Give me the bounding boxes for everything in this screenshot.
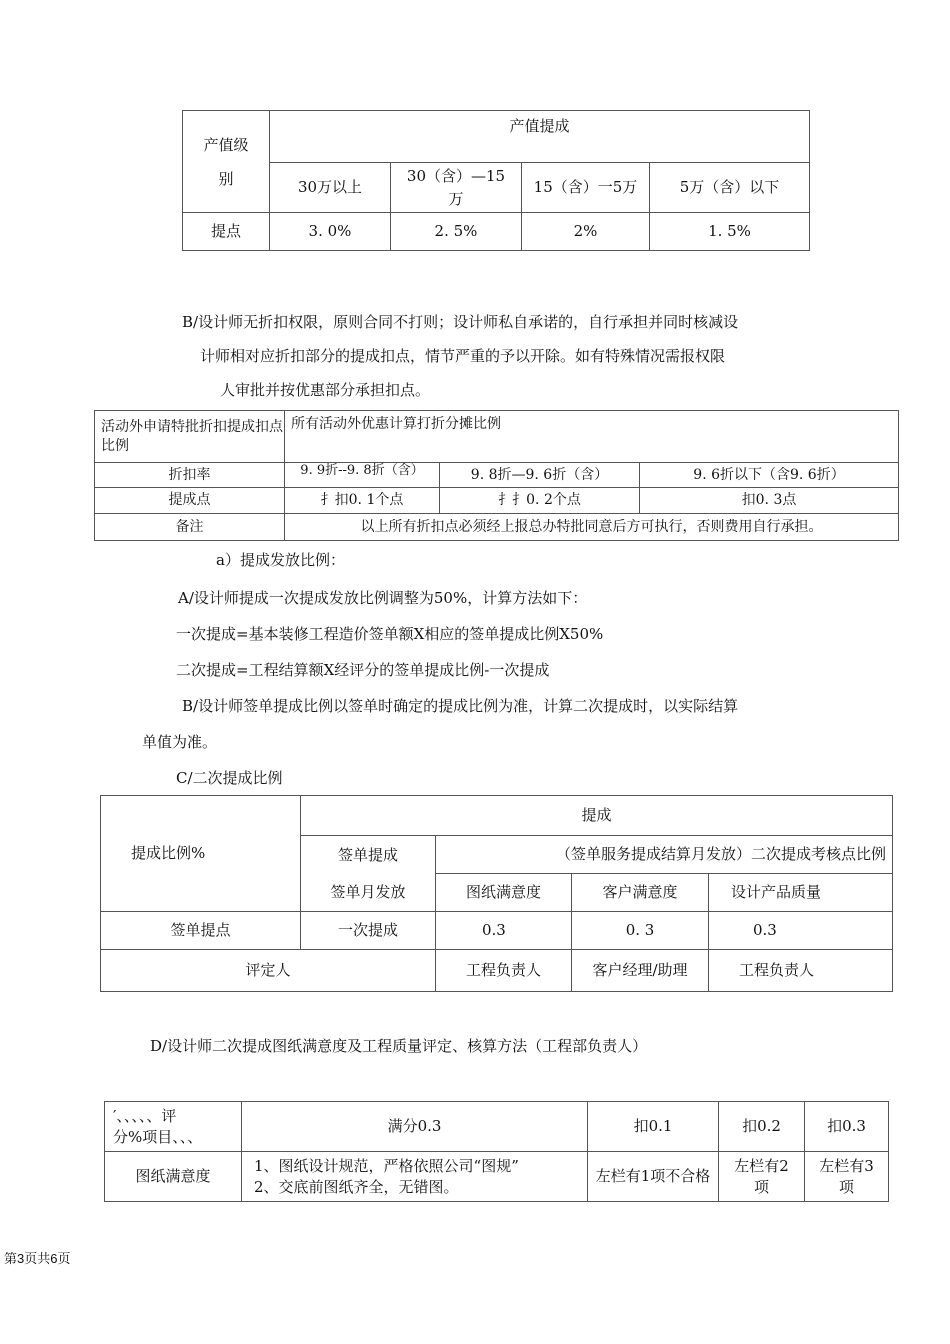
evaluator-cell: 客户经理/助理 [572, 950, 709, 992]
range-cell: 30（含）—15万 [391, 163, 522, 213]
para-c-title: C/二次提成比例 [176, 769, 283, 787]
para-b1-line3: 人审批并按优惠部分承担扣点。 [220, 381, 431, 399]
second-header: （签单服务提成结算月发放）二次提成考核点比例 [436, 836, 893, 874]
discount-header-2: 所有活动外优惠计算打折分摊比例 [285, 411, 899, 463]
range-cell: 30万以上 [270, 163, 391, 213]
criteria-item: 1、图纸设计规范，严格依照公司“图规” [254, 1157, 519, 1176]
sign-commission: 签单提成 [301, 836, 436, 874]
first-commission: 一次提成 [301, 912, 436, 950]
rate-cell: 2% [522, 213, 650, 251]
remark-label: 备注 [95, 514, 285, 541]
corner-cell [105, 1102, 242, 1152]
condition-cell: 左栏有2项 [719, 1152, 805, 1202]
commission-title: 提成 [301, 796, 893, 836]
discount-rate-label: 折扣率 [95, 463, 285, 488]
criteria-cell [242, 1152, 588, 1202]
value-cell: 0.3 [436, 912, 572, 950]
full-score: 满分0.3 [242, 1102, 588, 1152]
sign-monthly: 签单月发放 [301, 874, 436, 912]
points-cell: 扣0. 3点 [640, 488, 899, 514]
ratio-label: 提成比例% [101, 796, 301, 912]
discount-header-1: 活动外申请特批折扣提成扣点比例 [95, 411, 285, 463]
value-cell: 0.3 [709, 912, 893, 950]
rate-cell: 2. 5% [391, 213, 522, 251]
para-b1-line1: B/设计师无折扣权限，原则合同不打则；设计师私自承诺的，自行承担并同时核减设 [182, 313, 739, 331]
commission-header: 产值提成 [270, 111, 810, 163]
para-b2-line1: B/设计师签单提成比例以签单时确定的提成比例为准，计算二次提成时，以实际结算 [182, 697, 739, 715]
criteria-item: 2、交底前图纸齐全，无错图。 [254, 1177, 459, 1196]
range-cell: 15（含）一5万 [522, 163, 650, 213]
evaluator-cell: 工程负责人 [436, 950, 572, 992]
discount-table [94, 410, 899, 541]
para-b2-line2: 单值为准。 [142, 733, 218, 751]
customer-satisfaction: 客户满意度 [572, 874, 709, 912]
value-cell: 0. 3 [572, 912, 709, 950]
range-cell: 5万（含）以下 [650, 163, 810, 213]
level-header: 产值级别 [183, 111, 270, 213]
condition-cell: 左栏有3项 [805, 1152, 889, 1202]
discount-rate-cell: 9. 9折--9. 8折（含） [285, 463, 440, 488]
design-quality: 设计产品质量 [709, 874, 893, 912]
evaluator-cell: 工程负责人 [709, 950, 893, 992]
condition-cell: 左栏有1项不合格 [588, 1152, 719, 1202]
points-cell: 扌扌0. 2个点 [440, 488, 640, 514]
discount-rate-cell: 9. 8折—9. 6折（含） [440, 463, 640, 488]
formula-2: 二次提成=工程结算额X经评分的签单提成比例-一次提成 [176, 661, 550, 679]
deduct-cell: 扣0.3 [805, 1102, 889, 1152]
para-d: D/设计师二次提成图纸满意度及工程质量评定、核算方法（工程部负责人） [150, 1037, 648, 1055]
points-cell: 扌扣0. 1个点 [285, 488, 440, 514]
deduct-cell: 扣0.2 [719, 1102, 805, 1152]
para-b1-line2: 计师相对应折扣部分的提成扣点，情节严重的予以开除。如有特殊情况需报权限 [200, 347, 726, 365]
discount-rate-cell: 9. 6折以下（含9. 6折） [640, 463, 899, 488]
evaluator-label: 评定人 [101, 950, 436, 992]
rate-cell: 3. 0% [270, 213, 391, 251]
commission-level-table [182, 110, 810, 251]
second-commission-table [100, 795, 893, 992]
formula-1: 一次提成=基本装修工程造价签单额X相应的签单提成比例X50% [176, 625, 604, 643]
page-footer: 第3页共6页 [4, 1251, 71, 1266]
para-a1: A/设计师提成一次提成发放比例调整为50%，计算方法如下： [178, 589, 588, 607]
drawing-satisfaction: 图纸满意度 [436, 874, 572, 912]
deduct-cell: 扣0.1 [588, 1102, 719, 1152]
sign-points: 签单提点 [101, 912, 301, 950]
rate-cell: 1. 5% [650, 213, 810, 251]
remark-cell: 以上所有折扣点必须经上报总办特批同意后方可执行，否则费用自行承担。 [285, 514, 899, 541]
drawing-evaluation-table [104, 1101, 889, 1202]
corner-line-2: 分%项目、、、 [113, 1127, 203, 1146]
points-label: 提成点 [95, 488, 285, 514]
corner-line-1: ′、、、、、评 [113, 1107, 177, 1126]
row-label: 提点 [183, 213, 270, 251]
drawing-row-label: 图纸满意度 [105, 1152, 242, 1202]
section-a-title: a）提成发放比例： [216, 551, 345, 569]
